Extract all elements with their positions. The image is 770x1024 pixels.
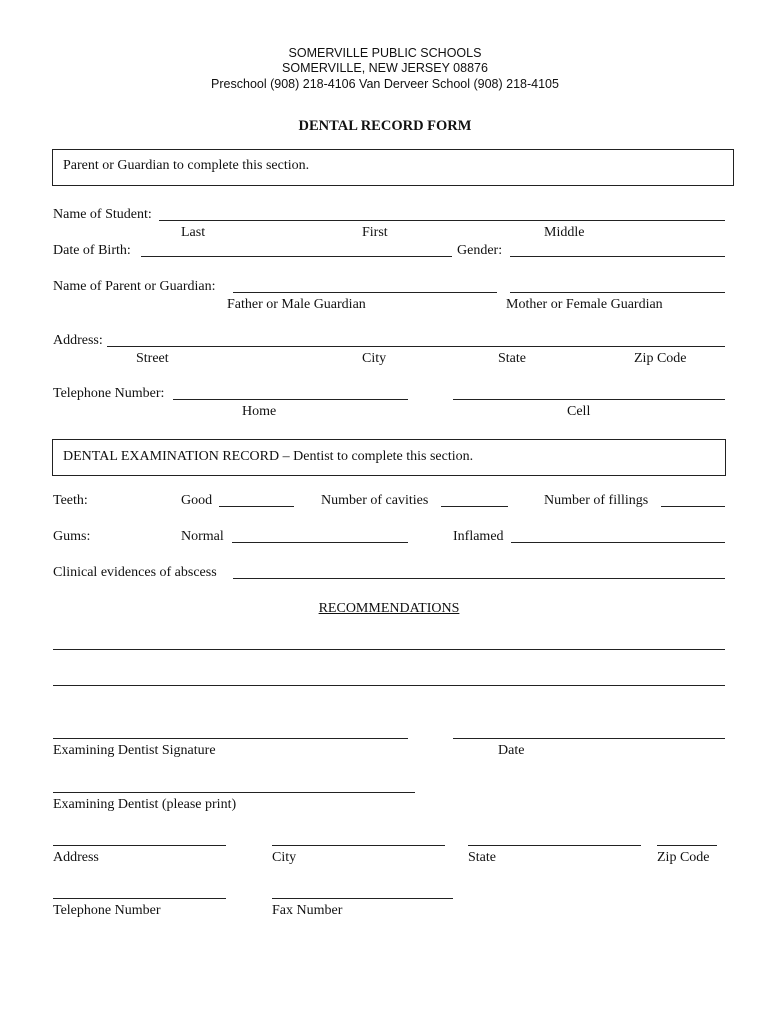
cell-phone-field[interactable] [453,399,725,400]
zip-caption: Zip Code [634,351,687,366]
form-title: DENTAL RECORD FORM [298,118,472,134]
last-name-caption: Last [181,225,206,240]
recommendations-line-1[interactable] [53,649,725,650]
dentist-city-field[interactable] [272,845,445,846]
dentist-fax-caption: Fax Number [272,903,343,918]
dentist-phone-caption: Telephone Number [53,903,161,918]
dob-field[interactable] [141,256,452,257]
recommendations-heading: RECOMMENDATIONS [318,601,460,616]
dob-label: Date of Birth: [53,243,131,258]
city-caption: City [362,351,387,366]
school-name: SOMERVILLE PUBLIC SCHOOLS [288,46,482,60]
cavities-label: Number of cavities [321,493,429,508]
first-name-caption: First [362,225,388,240]
cell-caption: Cell [567,404,591,419]
exam-section-instruction: DENTAL EXAMINATION RECORD – Dentist to complete this section. [63,449,474,464]
fillings-field[interactable] [661,506,725,507]
dentist-address-caption: Address [53,850,99,865]
mother-guardian-field[interactable] [510,292,725,293]
dentist-fax-field[interactable] [272,898,453,899]
recommendations-line-2[interactable] [53,685,725,686]
exam-section-box [52,439,726,476]
cavities-field[interactable] [441,506,508,507]
mother-caption: Mother or Female Guardian [506,297,663,312]
dentist-phone-field[interactable] [53,898,226,899]
signature-field[interactable] [53,738,408,739]
date-field[interactable] [453,738,725,739]
gums-label: Gums: [53,529,91,544]
parent-section-box [52,149,734,186]
address-label: Address: [53,333,103,348]
dentist-city-caption: City [272,850,297,865]
guardian-label: Name of Parent or Guardian: [53,279,216,294]
normal-label: Normal [181,529,224,544]
school-address: SOMERVILLE, NEW JERSEY 08876 [282,61,488,75]
home-phone-field[interactable] [173,399,408,400]
dentist-print-field[interactable] [53,792,415,793]
street-caption: Street [136,351,169,366]
teeth-label: Teeth: [53,493,88,508]
good-field[interactable] [219,506,294,507]
state-caption: State [498,351,526,366]
abscess-field[interactable] [233,578,725,579]
dentist-state-caption: State [468,850,496,865]
abscess-label: Clinical evidences of abscess [53,565,217,580]
signature-caption: Examining Dentist Signature [53,743,216,758]
student-name-label: Name of Student: [53,207,152,222]
father-caption: Father or Male Guardian [227,297,366,312]
telephone-label: Telephone Number: [53,386,165,401]
father-guardian-field[interactable] [233,292,497,293]
parent-section-instruction: Parent or Guardian to complete this section. [63,158,310,173]
normal-field[interactable] [232,542,408,543]
gender-label: Gender: [457,243,503,258]
school-phones: Preschool (908) 218-4106 Van Derveer School (908) 218-4105 [211,77,559,91]
dentist-address-field[interactable] [53,845,226,846]
date-caption: Date [498,743,525,758]
middle-name-caption: Middle [544,225,585,240]
dentist-print-caption: Examining Dentist (please print) [53,797,237,812]
good-label: Good [181,493,213,508]
dentist-zip-caption: Zip Code [657,850,710,865]
student-name-field[interactable] [159,220,725,221]
gender-field[interactable] [510,256,725,257]
dentist-state-field[interactable] [468,845,641,846]
address-field[interactable] [107,346,725,347]
inflamed-field[interactable] [511,542,725,543]
fillings-label: Number of fillings [544,493,649,508]
home-caption: Home [242,404,277,419]
inflamed-label: Inflamed [453,529,504,544]
dentist-zip-field[interactable] [657,845,717,846]
